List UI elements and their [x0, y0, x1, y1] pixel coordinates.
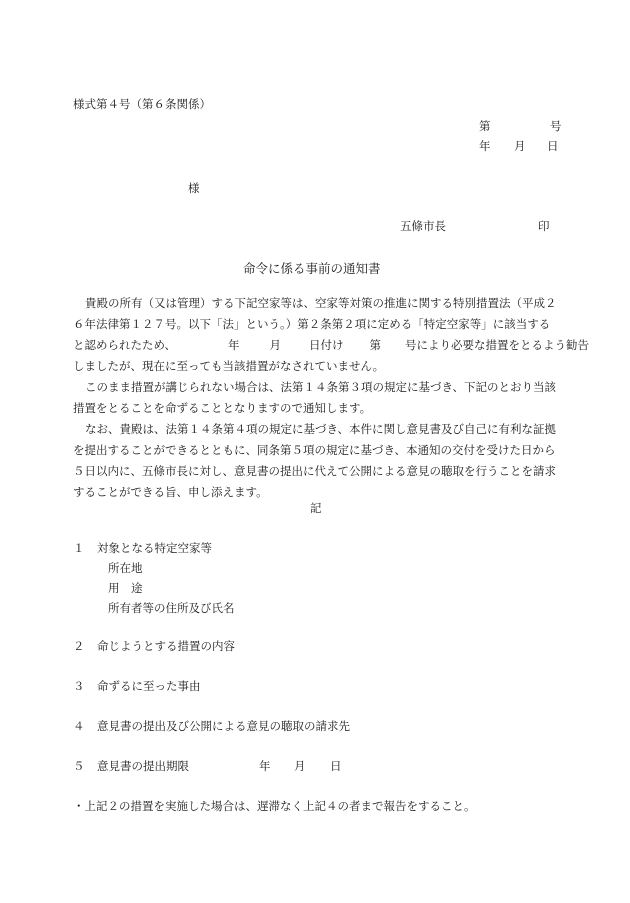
item-4-number: ４ — [73, 719, 85, 733]
paragraph3-line3: ５日以内に、五條市長に対し、意見書の提出に代えて公開による意見の聴取を行うことを請求 — [73, 464, 556, 478]
document-number-suffix: 号 — [550, 119, 562, 133]
addressee-honorific: 様 — [188, 181, 200, 195]
paragraph1-line2: ６年法律第１２７号。以下「法」という。）第２条第２項に定める「特定空家等」に該当する — [73, 317, 551, 331]
item-5-label: 意見書の提出期限 — [97, 759, 189, 773]
item-1-number: １ — [73, 541, 85, 555]
item-2-number: ２ — [73, 639, 85, 653]
sender-seal: 印 — [538, 219, 550, 233]
item-3-label: 命ずるに至った事由 — [97, 679, 201, 693]
date-month-label: 月 — [514, 139, 526, 153]
ki-heading: 記 — [310, 501, 322, 515]
paragraph1-line4: しましたが、現在に至っても当該措置がなされていません。 — [73, 359, 385, 373]
paragraph1-line3-a: と認められたため、 — [73, 338, 177, 352]
paragraph1-line1: 貴殿の所有（又は管理）する下記空家等は、空家等対策の推進に関する特別措置法（平成２ — [85, 296, 557, 310]
date-day-label: 日 — [547, 139, 559, 153]
footnote: ・上記２の措置を実施した場合は、遅滞なく上記４の者まで報告をすること。 — [73, 799, 476, 813]
paragraph3-line2: を提出することができるとともに、同条第５項の規定に基づき、本通知の交付を受けた日から — [73, 443, 556, 457]
item-1-label: 対象となる特定空家等 — [97, 541, 212, 555]
document-title: 命令に係る事前の通知書 — [243, 261, 381, 276]
paragraph2-line2: 措置をとることを命ずることとなりますので通知します。 — [73, 401, 372, 415]
paragraph2-line1: このまま措置が講じられない場合は、法第１４条第３項の規定に基づき、下記のとおり当該 — [85, 380, 557, 394]
paragraph3-line4: することができる旨、申し添えます。 — [73, 485, 268, 499]
date-year-label: 年 — [479, 139, 491, 153]
item-2-label: 命じようとする措置の内容 — [97, 639, 235, 653]
item-5-day: 日 — [330, 759, 342, 773]
paragraph1-line3 — [73, 337, 589, 353]
paragraph1-line3-f: 号により必要な措置をとるよう勧告 — [405, 338, 590, 352]
item-5-year: 年 — [259, 759, 271, 773]
paragraph1-line3-dai: 第 — [369, 338, 382, 352]
item-4-label: 意見書の提出及び公開による意見の聴取の請求先 — [97, 719, 350, 733]
sender-title: 五條市長 — [400, 219, 446, 233]
item-5-month: 月 — [294, 759, 306, 773]
paragraph1-line3-year: 年 — [228, 338, 240, 352]
item-5-number: ５ — [73, 759, 85, 773]
item-1-sub-use: 用 途 — [108, 581, 143, 595]
document-number-prefix: 第 — [479, 119, 491, 133]
paragraph3-line1: なお、貴殿は、法第１４条第４項の規定に基づき、本件に関し意見書及び自己に有利な証拠 — [85, 422, 557, 436]
item-1-sub-owner: 所有者等の住所及び氏名 — [108, 601, 235, 615]
paragraph1-line3-dated: 日付け — [309, 338, 344, 352]
paragraph1-line3-month: 月 — [269, 338, 282, 352]
form-label: 様式第４号（第６条関係） — [73, 97, 211, 111]
item-3-number: ３ — [73, 679, 85, 693]
item-1-sub-location: 所在地 — [108, 561, 143, 575]
